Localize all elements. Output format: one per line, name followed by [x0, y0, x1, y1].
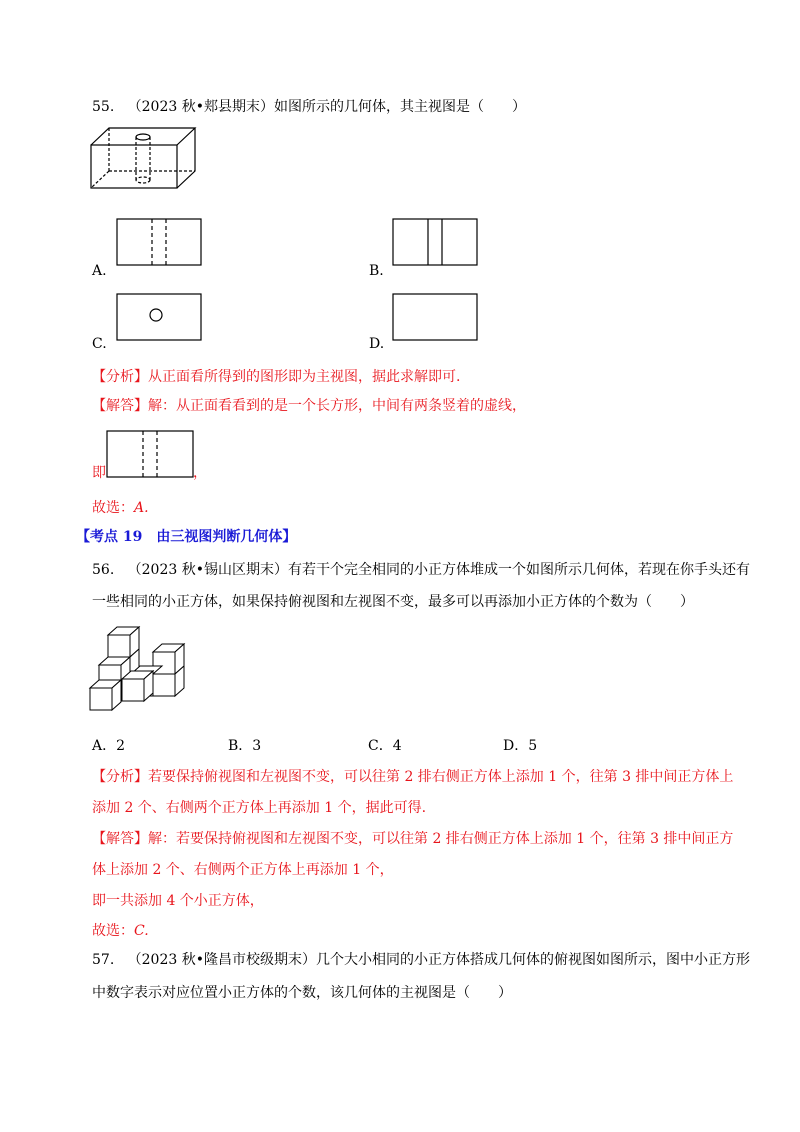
q55-analysis-text: 从正面看所得到的图形即为主视图，据此求解即可. [148, 369, 461, 385]
q55-answer-suffix: ， [193, 465, 207, 481]
q55-number: 55. [92, 99, 115, 115]
q55-choice-label: 故选： [92, 500, 134, 516]
q56-option-a[interactable]: A．2 [92, 738, 126, 754]
q56-answer-line1 [92, 829, 733, 849]
q55-answer-figure [106, 430, 194, 478]
q56-option-d[interactable]: D．5 [503, 738, 538, 754]
q56-answer-line2: 体上添加 2 个、右侧两个正方体上再添加 1 个， [92, 862, 394, 878]
q55-option-a-figure[interactable] [116, 218, 202, 266]
section-title: 【考点 19 由三视图判断几何体】 [76, 529, 297, 545]
q56-option-c[interactable]: C．4 [368, 738, 402, 754]
q56-answer-text-1: 解：若要保持俯视图和左视图不变，可以往第 2 排右侧正方体上添加 1 个，往第 3 排中间正方 [148, 831, 734, 847]
q55-choice [92, 498, 149, 518]
q55-solid-figure [88, 125, 200, 191]
q55-answer-tag: 【解答】 [92, 398, 148, 414]
q55-answer-prefix: 即 [92, 465, 106, 481]
q56-option-b[interactable]: B．3 [228, 738, 262, 754]
q55-answer-text: 解：从正面看看到的是一个长方形，中间有两条竖着的虚线， [148, 398, 526, 414]
q56-stem-line1 [92, 560, 750, 580]
q55-analysis-tag: 【分析】 [92, 369, 148, 385]
q56-stem-line2: 一些相同的小正方体，如果保持俯视图和左视图不变，最多可以再添加小正方体的个数为（ ） [92, 594, 694, 610]
q55-option-d-label[interactable]: D. [369, 336, 385, 352]
q55-analysis [92, 367, 460, 387]
q57-number: 57. [92, 952, 115, 968]
q55-choice-value: A. [134, 500, 149, 516]
q56-analysis-text-1: 若要保持俯视图和左视图不变，可以往第 2 排右侧正方体上添加 1 个，往第 3 排中间正方体上 [148, 769, 734, 785]
q56-answer-tag: 【解答】 [92, 831, 148, 847]
q55-option-d-figure[interactable] [392, 293, 478, 341]
q56-choice-value: C. [134, 923, 149, 939]
q56-stem-text-1: （2023 秋•锡山区期末）有若干个完全相同的小正方体堆成一个如图所示几何体，若现在你手头还有 [127, 562, 750, 578]
q56-cube-stack-figure [88, 617, 188, 713]
q56-answer-line3: 即一共添加 4 个小正方体， [92, 893, 264, 909]
q55-option-c-label[interactable]: C. [92, 336, 107, 352]
q56-analysis-line2: 添加 2 个、右侧两个正方体上再添加 1 个，据此可得. [92, 800, 427, 816]
q55-option-b-label[interactable]: B. [369, 263, 384, 279]
q55-stem-text: （2023 秋•郏县期末）如图所示的几何体，其主视图是（ ） [127, 99, 526, 115]
q56-choice [92, 921, 149, 941]
q56-analysis-line1 [92, 767, 733, 787]
q55-option-c-figure[interactable] [116, 293, 202, 341]
q55-stem [92, 97, 526, 117]
q57-stem-text-1: （2023 秋•隆昌市校级期末）几个大小相同的小正方体搭成几何体的俯视图如图所示，图中小正方形 [127, 952, 750, 968]
q57-stem-line2: 中数字表示对应位置小正方体的个数，该几何体的主视图是（ ） [92, 985, 512, 1001]
q56-number: 56. [92, 562, 115, 578]
q55-option-a-label[interactable]: A. [92, 263, 107, 279]
q57-stem-line1 [92, 950, 750, 970]
q56-choice-label: 故选： [92, 923, 134, 939]
q56-analysis-tag: 【分析】 [92, 769, 148, 785]
q55-option-b-figure[interactable] [392, 218, 478, 266]
q55-answer [92, 396, 526, 416]
